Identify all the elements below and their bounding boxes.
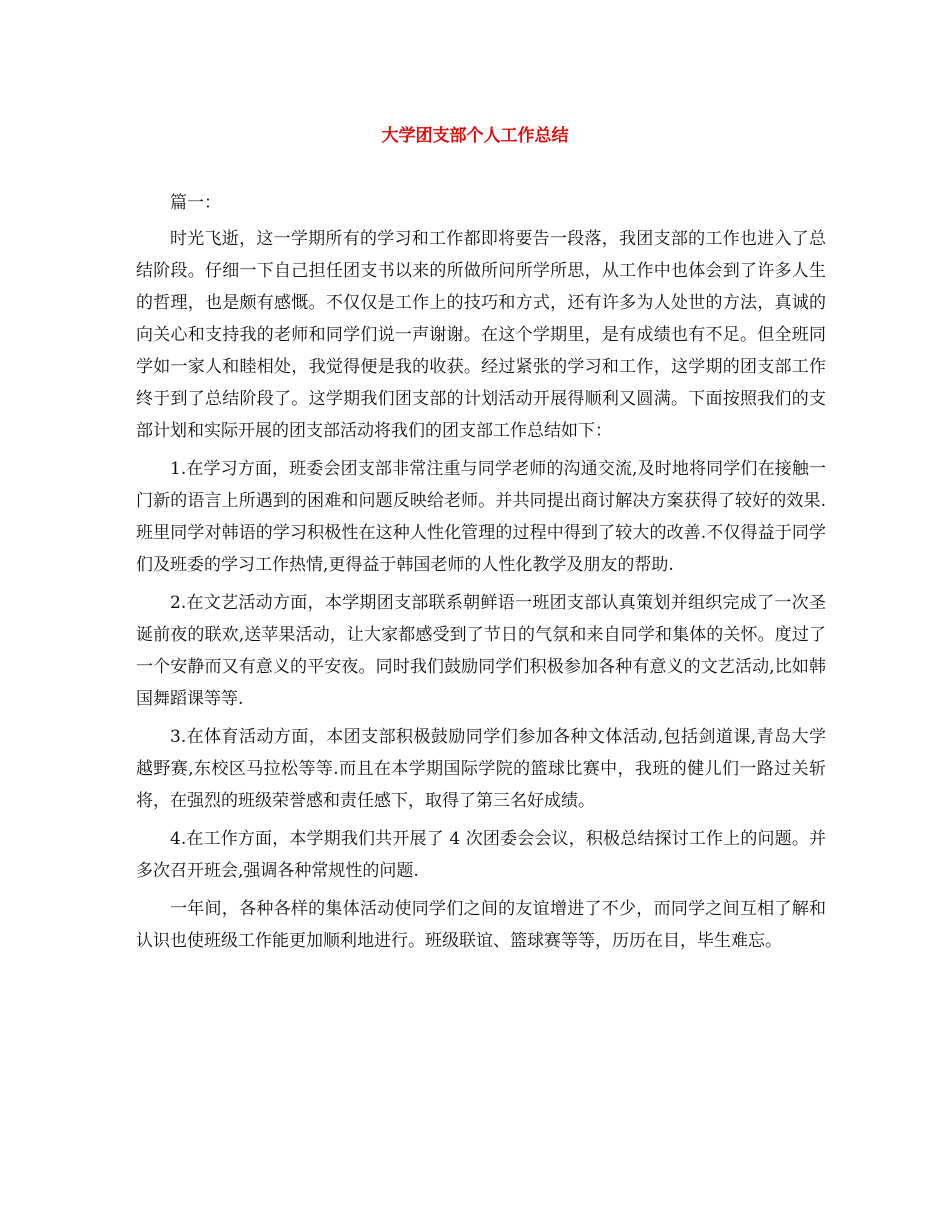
document-title: 大学团支部个人工作总结	[381, 126, 569, 146]
document-body	[136, 187, 826, 957]
section-label: 篇一：	[170, 193, 221, 213]
paragraph-conclusion: 一年间，各种各样的集体活动使同学们之间的友谊增进了不少，而同学之间互相了解和认识也使班级工作能更加顺利地进行。班级联谊、篮球赛等等，历历在目，毕生难忘。	[136, 899, 826, 951]
paragraph-intro: 时光飞逝，这一学期所有的学习和工作都即将要告一段落，我团支部的工作也进入了总结阶段。仔细一下自己担任团支书以来的所做所问所学所思，从工作中也体会到了许多人生的哲理，也是颇有感慨。不仅仅是工作上的技巧和方式，还有许多为人处世的方法，真诚的向关心和支持我的老师和同学们说一声谢谢。在这个学期里，是有成绩也有不足。但全班同学如一家人和睦相处，我觉得便是我的收获。经过紧张的学习和工作，这学期的团支部工作终于到了总结阶段了。这学期我们团支部的计划活动开展得顺利又圆满。下面按照我们的支部计划和实际开展的团支部活动将我们的团支部工作总结如下：	[136, 229, 826, 441]
paragraph-arts: 2.在文艺活动方面，本学期团支部联系朝鲜语一班团支部认真策划并组织完成了一次圣诞前夜的联欢,送苹果活动，让大家都感受到了节日的气氛和来自同学和集体的关怀。度过了一个安静而又有意义的平安夜。同时我们鼓励同学们积极参加各种有意义的文艺活动,比如韩国舞蹈课等等.	[136, 593, 826, 709]
paragraph-sports: 3.在体育活动方面，本团支部积极鼓励同学们参加各种文体活动,包括剑道课,青岛大学越野赛,东校区马拉松等等.而且在本学期国际学院的篮球比赛中，我班的健儿们一路过关斩将，在强烈的班级荣誉感和责任感下，取得了第三名好成绩。	[136, 727, 826, 811]
paragraph-study: 1.在学习方面，班委会团支部非常注重与同学老师的沟通交流,及时地将同学们在接触一门新的语言上所遇到的困难和问题反映给老师。并共同提出商讨解决方案获得了较好的效果.班里同学对韩语的学习积极性在这种人性化管理的过程中得到了较大的改善.不仅得益于同学们及班委的学习工作热情,更得益于韩国老师的人性化教学及朋友的帮助.	[136, 459, 826, 575]
paragraph-work: 4.在工作方面，本学期我们共开展了 4 次团委会会议，积极总结探讨工作上的问题。并多次召开班会,强调各种常规性的问题.	[136, 829, 826, 881]
